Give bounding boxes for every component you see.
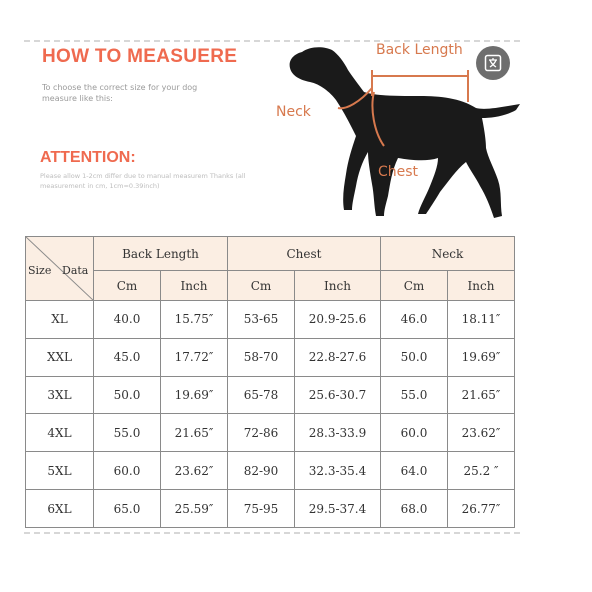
unit-header: Inch [161, 271, 228, 301]
value-cell: 68.0 [381, 490, 448, 528]
size-cell: 6XL [26, 490, 94, 528]
corner-size-label: Size [28, 264, 52, 277]
value-cell: 25.59″ [161, 490, 228, 528]
size-cell: 3XL [26, 376, 94, 414]
value-cell: 45.0 [94, 338, 161, 376]
value-cell: 32.3-35.4 [295, 452, 381, 490]
value-cell: 40.0 [94, 301, 161, 339]
table-row [26, 452, 515, 490]
value-cell: 20.9-25.6 [295, 301, 381, 339]
size-cell: 4XL [26, 414, 94, 452]
value-cell: 23.62″ [161, 452, 228, 490]
table-row [26, 414, 515, 452]
size-data-corner [26, 237, 94, 301]
value-cell: 18.11″ [448, 301, 515, 339]
value-cell: 29.5-37.4 [295, 490, 381, 528]
group-neck: Neck [381, 237, 515, 271]
value-cell: 17.72″ [161, 338, 228, 376]
table-row [26, 490, 515, 528]
attention-heading: ATTENTION: [40, 149, 136, 166]
size-cell: XL [26, 301, 94, 339]
group-back-length: Back Length [94, 237, 228, 271]
value-cell: 50.0 [381, 338, 448, 376]
value-cell: 60.0 [94, 452, 161, 490]
translate-icon [484, 54, 502, 72]
value-cell: 72-86 [228, 414, 295, 452]
table-row [26, 376, 515, 414]
group-chest: Chest [228, 237, 381, 271]
value-cell: 64.0 [381, 452, 448, 490]
unit-header: Inch [448, 271, 515, 301]
value-cell: 21.65″ [161, 414, 228, 452]
corner-data-label: Data [62, 264, 89, 277]
value-cell: 19.69″ [161, 376, 228, 414]
value-cell: 21.65″ [448, 376, 515, 414]
attention-note: Please allow 1-2cm differ due to manual measurem Thanks (all measurement in cm, 1cm=0.39inch) [40, 172, 246, 190]
value-cell: 26.77″ [448, 490, 515, 528]
value-cell: 58-70 [228, 338, 295, 376]
value-cell: 25.2 ″ [448, 452, 515, 490]
table-row [26, 301, 515, 339]
value-cell: 50.0 [94, 376, 161, 414]
value-cell: 65-78 [228, 376, 295, 414]
unit-header: Cm [381, 271, 448, 301]
neck-label: Neck [276, 104, 311, 120]
unit-header: Inch [295, 271, 381, 301]
unit-header: Cm [94, 271, 161, 301]
value-cell: 75-95 [228, 490, 295, 528]
value-cell: 53-65 [228, 301, 295, 339]
value-cell: 55.0 [381, 376, 448, 414]
value-cell: 82-90 [228, 452, 295, 490]
value-cell: 15.75″ [161, 301, 228, 339]
value-cell: 25.6-30.7 [295, 376, 381, 414]
value-cell: 28.3-33.9 [295, 414, 381, 452]
page-title: HOW TO MEASUERE [42, 46, 238, 67]
value-cell: 23.62″ [448, 414, 515, 452]
size-cell: XXL [26, 338, 94, 376]
chest-label: Chest [378, 164, 419, 180]
translate-button[interactable] [476, 46, 510, 80]
value-cell: 60.0 [381, 414, 448, 452]
back-length-label: Back Length [376, 42, 463, 58]
value-cell: 19.69″ [448, 338, 515, 376]
value-cell: 46.0 [381, 301, 448, 339]
size-cell: 5XL [26, 452, 94, 490]
value-cell: 65.0 [94, 490, 161, 528]
value-cell: 22.8-27.6 [295, 338, 381, 376]
size-chart-table [25, 236, 515, 528]
value-cell: 55.0 [94, 414, 161, 452]
table-row [26, 338, 515, 376]
unit-header: Cm [228, 271, 295, 301]
bottom-divider [24, 532, 520, 534]
instruction-text: To choose the correct size for your dog measure like this: [42, 83, 198, 103]
